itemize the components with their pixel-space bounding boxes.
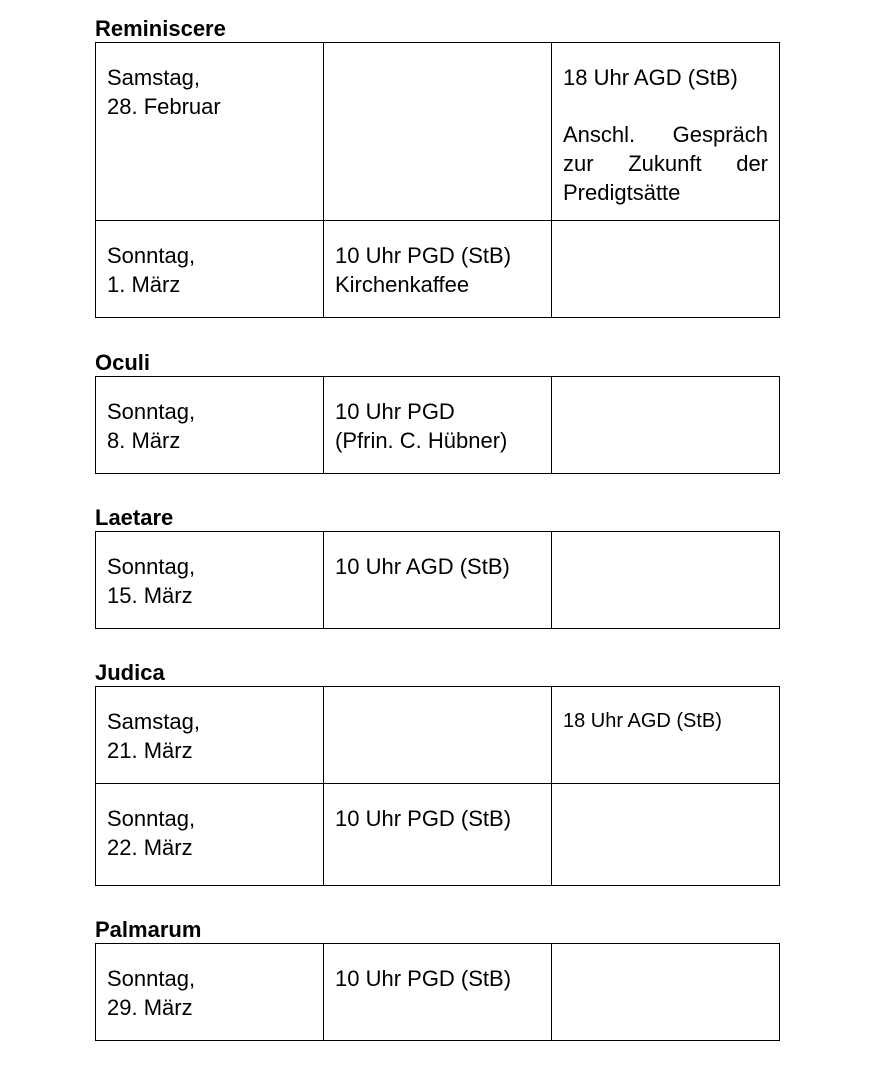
evening-note: Anschl. Gespräch zur Zukunft der Predigtsätte — [563, 122, 768, 205]
schedule-table — [95, 376, 780, 474]
day-cell: Sonntag, 15. März — [96, 532, 324, 629]
evening-service-cell — [552, 944, 780, 1041]
table-row — [96, 532, 780, 629]
day-cell: Sonntag, 8. März — [96, 377, 324, 474]
table-row — [96, 784, 780, 886]
main-service-cell: 10 Uhr PGD (StB) — [324, 944, 552, 1041]
table-row — [96, 944, 780, 1041]
evening-service-cell — [552, 221, 780, 318]
day-cell: Sonntag, 1. März — [96, 221, 324, 318]
evening-service-cell: 18 Uhr AGD (StB) Anschl. Gespräch zur Zukunft der Predigtsätte — [552, 43, 780, 221]
main-service-cell — [324, 43, 552, 221]
section-title: Laetare — [95, 505, 174, 530]
evening-service-cell — [552, 377, 780, 474]
schedule-table — [95, 943, 780, 1041]
table-row — [96, 377, 780, 474]
table-row — [96, 687, 780, 784]
section-reminiscere — [95, 16, 780, 318]
evening-service-cell — [552, 784, 780, 886]
section-laetare — [95, 505, 780, 629]
schedule-table — [95, 686, 780, 886]
schedule-table — [95, 42, 780, 318]
schedule-table — [95, 531, 780, 629]
evening-service-cell — [552, 532, 780, 629]
main-service-cell: 10 Uhr AGD (StB) — [324, 532, 552, 629]
main-service-cell: 10 Uhr PGD (Pfrin. C. Hübner) — [324, 377, 552, 474]
day-cell: Samstag, 21. März — [96, 687, 324, 784]
section-judica — [95, 660, 780, 886]
evening-service-cell: 18 Uhr AGD (StB) — [552, 687, 780, 784]
day-cell: Sonntag, 22. März — [96, 784, 324, 886]
section-title: Palmarum — [95, 917, 202, 942]
section-title: Oculi — [95, 350, 151, 375]
main-service-cell: 10 Uhr PGD (StB) Kirchenkaffee — [324, 221, 552, 318]
day-cell: Sonntag, 29. März — [96, 944, 324, 1041]
day-cell: Samstag, 28. Februar — [96, 43, 324, 221]
table-row — [96, 43, 780, 221]
section-title: Reminiscere — [95, 16, 226, 41]
section-palmarum — [95, 917, 780, 1041]
table-row — [96, 221, 780, 318]
section-oculi — [95, 350, 780, 474]
main-service-cell: 10 Uhr PGD (StB) — [324, 784, 552, 886]
section-title: Judica — [95, 660, 165, 685]
main-service-cell — [324, 687, 552, 784]
